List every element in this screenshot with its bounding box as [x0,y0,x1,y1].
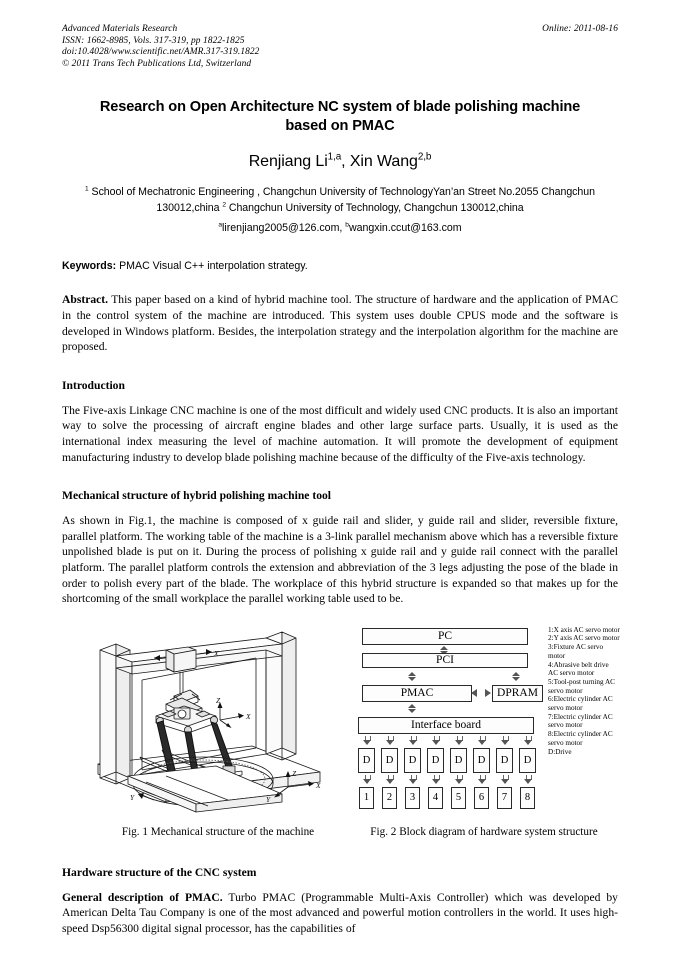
block-interface-board: Interface board [358,717,534,734]
label-platform-z: Z [216,695,221,705]
legend-item-8: 8:Electric cylinder AC servo motor [548,730,613,747]
page-title [62,98,618,136]
author-list [62,153,618,171]
arrow-pmac-dpram [471,689,491,698]
figure-1-mechanical-structure [70,624,352,814]
arrow-interface-drive-7 [501,736,509,745]
arrow-drive-motor-1 [363,775,371,784]
legend-item-5: 5:Tool-post turning AC servo motor [548,677,615,695]
label-base-x: X [316,780,321,790]
block-motor-4: 4 [428,787,443,809]
arrow-interface-drive-2 [386,736,394,745]
pmac-description-paragraph [62,890,618,937]
email-marker-b: b [345,221,349,229]
figure-2-caption: Fig. 2 Block diagram of hardware system structure [370,825,598,838]
figure-2-legend [548,626,620,757]
block-drive-1: D [358,748,375,773]
figure-1-caption: Fig. 1 Mechanical structure of the machine [121,825,315,838]
block-drive-7: D [496,748,513,773]
heading-mechanical-structure: Mechanical structure of hybrid polishing machine tool [62,489,332,503]
arrow-drive-motor-2 [386,775,394,784]
author-1-name: Renjiang Li [248,153,328,171]
legend-item-1: 1:X axis AC servo motor [548,625,620,634]
block-motor-7: 7 [497,787,512,809]
journal-doi-line: doi:10.4028/www.scientific.net/AMR.317-319.1822 [62,47,260,58]
email-address-a: lirenjiang2005@126.com, [222,222,346,235]
arrow-drive-motor-5 [455,775,463,784]
figure-1-drawing [70,624,352,814]
arrow-drive-motor-3 [409,775,417,784]
page-content [62,24,618,936]
block-pmac: PMAC [362,685,472,702]
legend-item-7: 7:Electric cylinder AC servo motor [548,712,613,730]
journal-header [62,24,618,70]
title-line-2: based on PMAC [285,118,395,135]
arrow-interface-drive-1 [363,736,371,745]
block-motor-3: 3 [405,787,420,809]
affiliation-marker-2: 2 [222,201,226,209]
abstract-label: Abstract. [62,293,109,307]
block-diagram-canvas [352,626,618,814]
author-separator: , [341,153,350,171]
online-date: Online: 2011-08-16 [542,24,618,34]
pmac-description-text: Turbo PMAC (Programmable Multi-Axis Controller) which was developed by American Delta Tau Company is one of the most advanced and powerful motion controllers in the world. It uses high-speed Dsp56300 digital signal processor, has the capabilities of [62,890,618,935]
email-address-b: wangxin.ccut@163.com [348,222,462,235]
abstract-text: This paper based on a kind of hybrid machine tool. The structure of hardware and the application of PMAC in the control system of the machine are introduced. This system uses double CPUS mode and the software is developed in Windows platform. Besides, the interpolation strategy and the interpolation algorithm for the machine are proposed. [62,293,618,354]
author-1-affiliation-marker: 1,a [327,152,342,164]
x-slider-block [166,647,196,672]
label-top-x: X [214,648,219,658]
block-motor-8: 8 [520,787,535,809]
platform-coordinate-frame [218,702,245,728]
author-emails [62,222,618,234]
figure-captions-row [62,826,618,842]
arrow-drive-motor-4 [432,775,440,784]
block-drive-5: D [450,748,467,773]
arrow-pci-dpram [512,672,521,681]
heading-introduction: Introduction [62,378,125,392]
introduction-paragraph: The Five-axis Linkage CNC machine is one of the most difficult and widely used CNC products. It is also an important way to solve the processing of aircraft engine blades and other large surface parts. Usually, it is used as the international index measuring the level of machine automation. It will promote the development of equipment manufacturing industry to develop blade polishing machine because of the difficulty of the Five-axis technology. [62,403,618,464]
author-2-name: Xin Wang [349,153,418,171]
arrow-drive-motor-8 [524,775,532,784]
block-pci: PCI [362,653,528,668]
block-motor-6: 6 [474,787,489,809]
block-drive-2: D [381,748,398,773]
keywords-line [62,260,618,272]
legend-item-d: D:Drive [548,747,572,756]
arrow-pci-pmac [408,672,417,681]
affiliation-marker-1: 1 [85,185,89,193]
heading-hardware-structure: Hardware structure of the CNC system [62,865,257,879]
figures-row [62,624,618,820]
legend-item-3: 3:Fixture AC servo motor [548,643,604,660]
affiliation-text-2: Changchun University of Technology, Changchun 130012,china [225,201,524,214]
block-drive-3: D [404,748,421,773]
block-drive-8: D [519,748,536,773]
block-drive-4: D [427,748,444,773]
arrow-interface-drive-3 [409,736,417,745]
label-platform-x: X [246,711,251,721]
arrow-interface-drive-8 [524,736,532,745]
figure-2-block-diagram [352,626,618,814]
label-base-y: Y [266,794,271,804]
journal-copyright-line: © 2011 Trans Tech Publications Ltd, Switzerland [62,58,252,69]
block-motor-2: 2 [382,787,397,809]
journal-name: Advanced Materials Research [62,24,178,34]
label-base-z: Z [292,768,297,778]
legend-item-2: 2:Y axis AC servo motor [548,634,620,643]
arrow-interface-drive-5 [455,736,463,745]
pmac-description-label: General description of PMAC. [62,890,223,904]
author-2-affiliation-marker: 2,b [417,152,432,164]
block-drive-6: D [473,748,490,773]
affiliations [62,185,618,216]
affiliation-text-1: School of Mechatronic Engineering , Changchun University of TechnologyYan’an Street No.2055 Changchun 130012,china [88,186,595,214]
keywords-value: PMAC Visual C++ interpolation strategy. [116,260,308,273]
block-motor-1: 1 [359,787,374,809]
arrow-drive-motor-6 [478,775,486,784]
email-marker-a: a [218,221,223,229]
arrow-pmac-interface [408,704,417,713]
legend-item-4: 4:Abrasive belt drive AC servo motor [548,660,609,678]
legend-item-6: 6:Electric cylinder AC servo motor [548,695,613,713]
block-motor-5: 5 [451,787,466,809]
abstract-paragraph [62,292,618,354]
title-line-1: Research on Open Architecture NC system of blade polishing machine [99,99,581,116]
arrow-interface-drive-6 [478,736,486,745]
arrow-interface-drive-4 [432,736,440,745]
journal-issn-line: ISSN: 1662-8985, Vols. 317-319, pp 1822-1825 [62,35,245,46]
arrow-drive-motor-7 [501,775,509,784]
mechanical-structure-paragraph: As shown in Fig.1, the machine is composed of x guide rail and slider, y guide rail and slider, reversible fixture, parallel platform. The working table of the machine is a 3-link parallel mechanism above which has a reversible fixture unpolished blade is put on it. During the process of polishing x guide rail and y guide rail connect with the parallel platform. The parallel platform controls the extension and abbreviation of the 3 legs adjusting the pose of the blade in order to polish every part of the blade. The workplace of this hybrid structure is expanded so that makes up for the shortcoming of the small workplace the parallel working table used to be. [62,514,618,606]
block-dpram: DPRAM [492,685,543,702]
keywords-label: Keywords: [62,260,117,273]
label-base-y-left: Y [130,792,135,802]
block-pc: PC [362,628,528,645]
